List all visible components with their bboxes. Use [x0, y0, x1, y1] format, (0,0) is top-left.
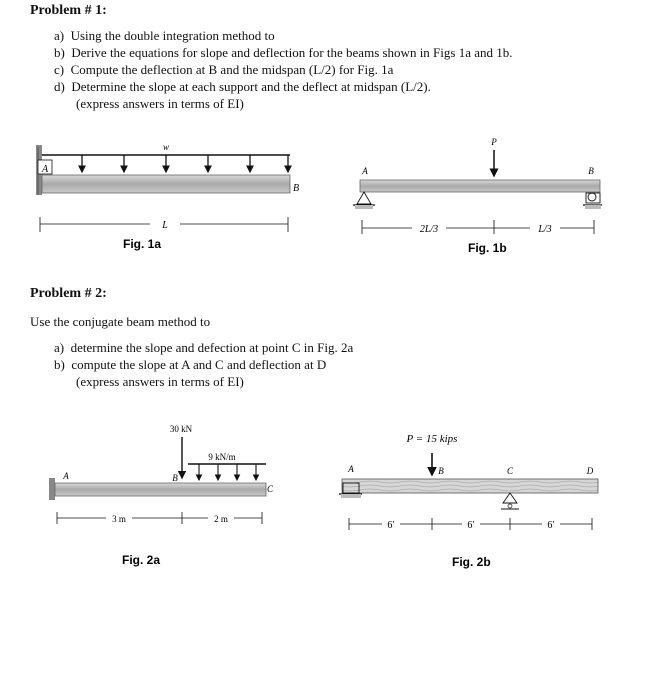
- fig2b-span2-label: 6′: [467, 520, 475, 531]
- fig1b-span1-label: 2L/3: [419, 224, 439, 235]
- problem1-title: Problem # 1:: [30, 3, 107, 18]
- fig2b-label-b: B: [438, 466, 444, 476]
- fig1b-load-label: P: [491, 137, 497, 147]
- fig1b-beam: [360, 180, 600, 192]
- fig1b-support-a: [353, 192, 375, 209]
- fig2a-label-c: C: [266, 484, 274, 494]
- fig1b-label-a: A: [362, 166, 368, 176]
- fig1b-support-b: [583, 193, 602, 209]
- fig2a-dimension: [57, 512, 262, 524]
- fig2b-beam: [342, 479, 598, 493]
- problem2-item-b: b) compute the slope at A and C and deflection at D: [54, 357, 327, 372]
- fig1a-load-arrows: [82, 155, 288, 172]
- fig2a-beam: [55, 483, 266, 496]
- fig2b-span1-label: 6′: [387, 520, 395, 531]
- fig1a-label-b: B: [292, 183, 300, 194]
- fig1a-beam: [42, 175, 290, 193]
- fig1a-label-a: A: [41, 164, 49, 175]
- fig2b-load-label: P = 15 kips: [406, 433, 458, 445]
- fig2a-span2-label: 2 m: [214, 514, 228, 524]
- fig1a-load-label: w: [162, 142, 170, 152]
- fig2a-caption: Fig. 2a: [122, 553, 161, 567]
- fig1a-diagram: [36, 142, 299, 232]
- problem1-item-b: b) Derive the equations for slope and deflection for the beams shown in Figs 1a and 1b.: [54, 45, 513, 60]
- fig2a-label-b: B: [172, 473, 178, 483]
- problem1-note: (express answers in terms of EI): [76, 96, 244, 111]
- fig1a-caption: Fig. 1a: [123, 237, 162, 251]
- problem1-item-d: d) Determine the slope at each support and the deflect at midspan (L/2).: [54, 79, 431, 94]
- fig2b-span3-label: 6′: [547, 520, 555, 531]
- fig1b-span2-label: L/3: [538, 224, 552, 235]
- fig2b-caption: Fig. 2b: [452, 555, 491, 569]
- fig2b-label-d: D: [586, 466, 594, 476]
- fig2b-support-c: [501, 493, 519, 509]
- fig1b-dimension: [362, 220, 594, 234]
- fig2a-span1-label: 3 m: [112, 514, 126, 524]
- problem1-item-a: a) Using the double integration method to: [54, 28, 275, 43]
- fig2a-point-load-label: 30 kN: [169, 424, 193, 434]
- fig2a-diagram: [49, 424, 274, 524]
- problem2-note: (express answers in terms of EI): [76, 374, 244, 389]
- fig2b-label-c: C: [506, 466, 514, 476]
- fig1b-caption: Fig. 1b: [468, 241, 507, 255]
- fig2a-label-a: A: [63, 471, 69, 481]
- problem1-item-c: c) Compute the deflection at B and the midspan (L/2) for Fig. 1a: [54, 62, 394, 77]
- fig1a-span-label: L: [162, 220, 168, 231]
- fig2b-diagram: [339, 433, 598, 531]
- fig1b-diagram: [353, 137, 602, 235]
- fig2a-dist-load-arrows: [199, 464, 256, 480]
- problem2-item-a: a) determine the slope and defection at point C in Fig. 2a: [54, 340, 354, 355]
- fig2a-wall: [49, 478, 55, 500]
- problem2-intro: Use the conjugate beam method to: [30, 314, 211, 329]
- fig2a-dist-load-label: 9 kN/m: [208, 452, 236, 462]
- problem2-title: Problem # 2:: [30, 286, 107, 301]
- fig1b-label-b: B: [588, 166, 594, 176]
- fig2b-label-a: A: [348, 464, 354, 474]
